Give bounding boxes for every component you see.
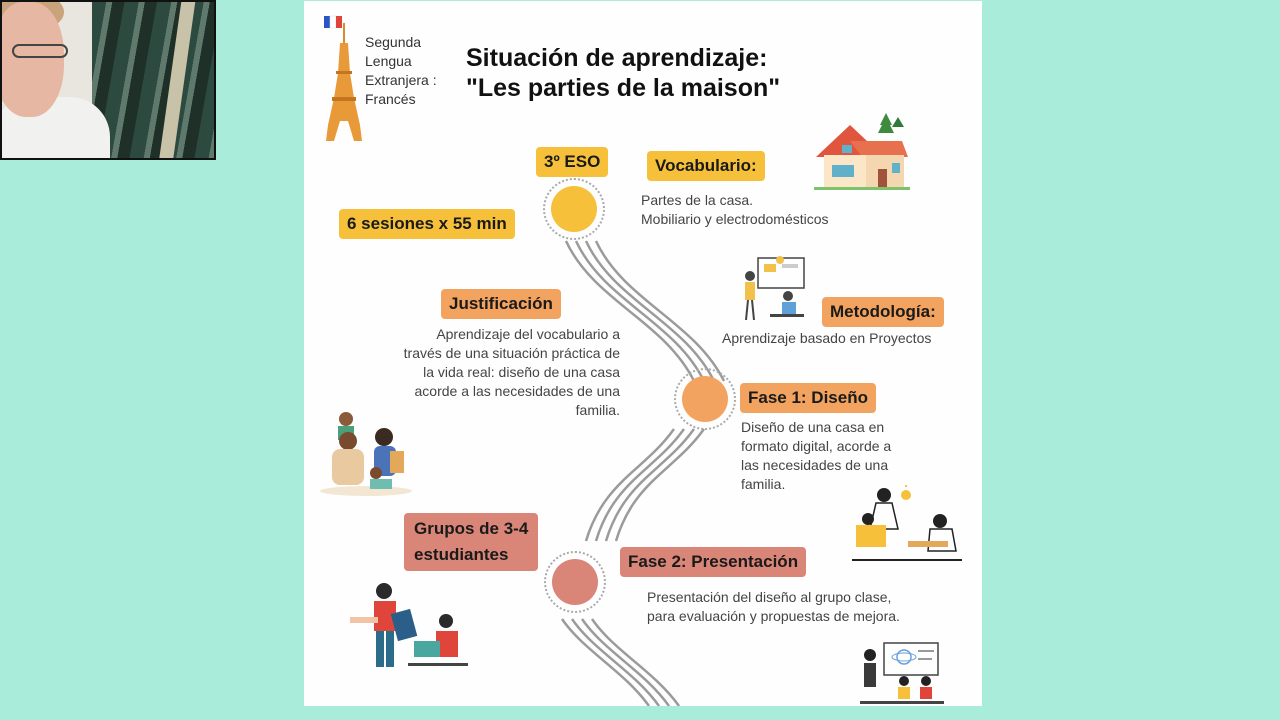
infographic-poster — [304, 1, 982, 706]
groups-line-1: Grupos de 3-4 — [414, 519, 529, 538]
methodology-heading: Metodología: — [822, 297, 944, 327]
phase2-heading: Fase 2: Presentación — [620, 547, 806, 577]
webcam-person-glasses — [12, 44, 68, 58]
title-line-1: Situación de aprendizaje: — [466, 44, 768, 72]
timeline-node-2 — [682, 376, 728, 422]
house-illustration — [812, 111, 912, 193]
phase1-text — [741, 418, 891, 494]
grade-badge: 3º ESO — [536, 147, 608, 177]
justification-line-5: familia. — [575, 402, 620, 418]
phase1-line-4: familia. — [741, 476, 786, 492]
webcam-curtain — [92, 2, 216, 160]
title-line-2: "Les parties de la maison" — [466, 74, 781, 102]
phase2-text — [647, 588, 900, 626]
phase2-line-1: Presentación del diseño al grupo clase, — [647, 589, 892, 605]
justification-line-2: través de una situación práctica de — [403, 345, 620, 361]
phase2-line-2: para evaluación y propuestas de mejora. — [647, 608, 900, 624]
phase1-heading: Fase 1: Diseño — [740, 383, 876, 413]
phase1-line-1: Diseño de una casa en — [741, 419, 885, 435]
vocabulary-heading: Vocabulario: — [647, 151, 765, 181]
vocabulary-line-1: Partes de la casa. — [641, 192, 754, 208]
family-illustration — [318, 409, 414, 497]
groups-badge — [404, 513, 538, 571]
vocabulary-text — [641, 191, 829, 229]
page-title — [466, 43, 886, 103]
justification-line-3: la vida real: diseño de una casa — [423, 364, 620, 380]
justification-heading: Justificación — [441, 289, 561, 319]
team-working-illustration — [740, 254, 810, 326]
groups-line-2: estudiantes — [414, 545, 509, 564]
phase1-line-2: formato digital, acorde a — [741, 438, 892, 454]
webcam-person-head — [0, 2, 64, 117]
vocabulary-line-2: Mobiliario y electrodomésticos — [641, 211, 829, 227]
justification-text — [334, 325, 620, 420]
methodology-text: Aprendizaje basado en Proyectos — [722, 330, 932, 346]
presentation-illustration — [348, 581, 470, 671]
study-group-illustration — [848, 485, 968, 565]
justification-line-1: Aprendizaje del vocabulario a — [436, 326, 620, 342]
science-class-illustration — [854, 641, 950, 706]
eiffel-tower-icon — [324, 13, 364, 143]
timeline-node-1 — [551, 186, 597, 232]
sessions-badge: 6 sesiones x 55 min — [339, 209, 515, 239]
subject-label: Segunda Lengua Extranjera : Francés — [365, 34, 437, 107]
justification-line-4: acorde a las necesidades de una — [414, 383, 620, 399]
timeline-node-3 — [552, 559, 598, 605]
phase1-line-3: las necesidades de una — [741, 457, 889, 473]
webcam-overlay — [0, 0, 216, 160]
